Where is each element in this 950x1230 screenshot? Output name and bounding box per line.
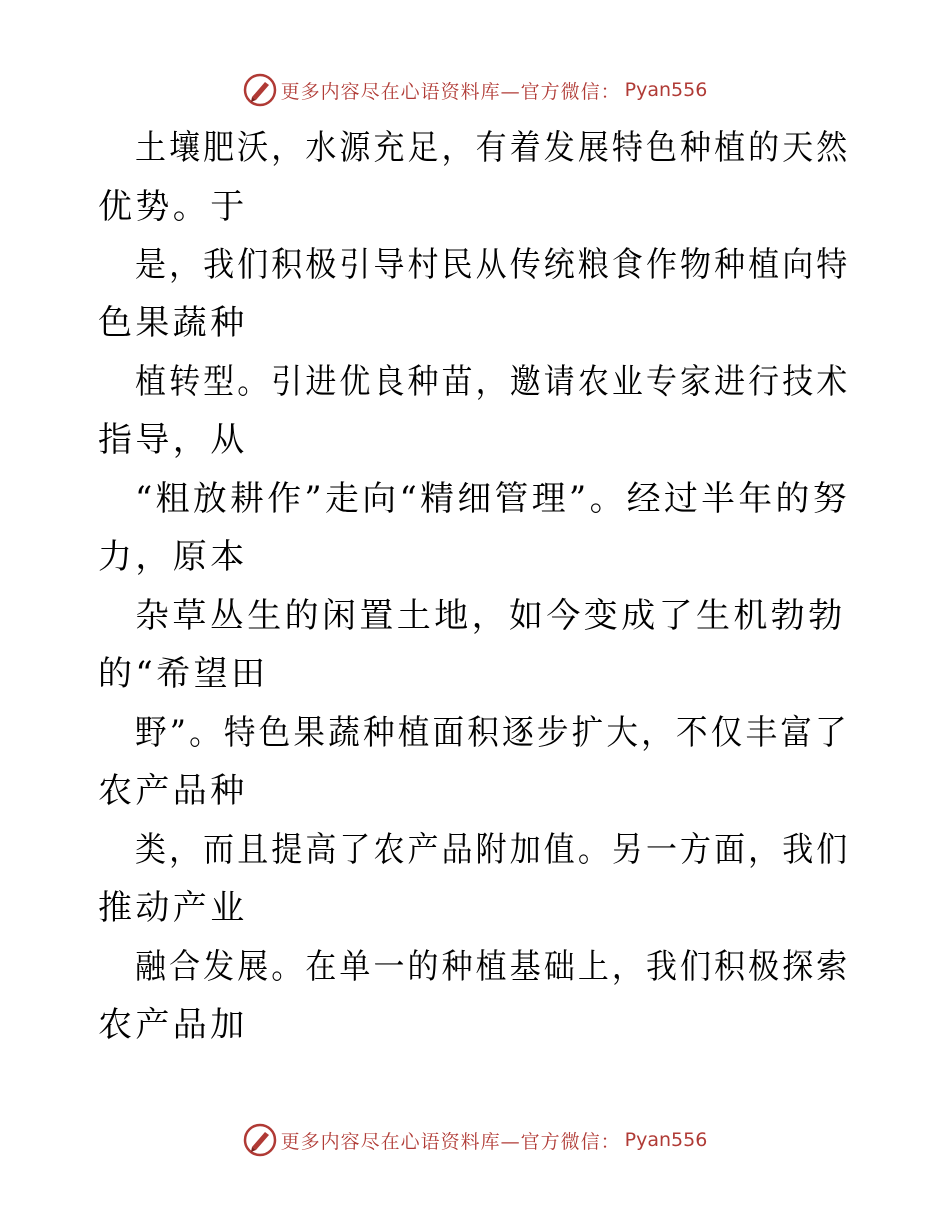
body-line: 推动产业 xyxy=(98,888,248,928)
body-line: 植转型。引进优良种苗，邀请农业专家进行技术 xyxy=(135,362,851,402)
body-line: 力，原本 xyxy=(98,537,248,577)
body-line: 的“希望田 xyxy=(98,654,269,694)
body-line: 农产品加 xyxy=(98,1005,248,1045)
banner-wechat-id: Pyan556 xyxy=(624,79,708,101)
body-line: “粗放耕作”走向“精细管理”。经过半年的努 xyxy=(135,479,850,519)
pen-logo-icon xyxy=(243,73,277,107)
footer-banner xyxy=(0,1122,950,1158)
body-line: 类，而且提高了农产品附加值。另一方面，我们 xyxy=(135,830,851,870)
body-line: 野”。特色果蔬种植面积逐步扩大，不仅丰富了 xyxy=(135,713,850,753)
banner-wechat-id: Pyan556 xyxy=(624,1129,708,1151)
body-line: 杂草丛生的闲置土地，如今变成了生机勃勃 xyxy=(135,596,846,636)
body-line: 土壤肥沃，水源充足，有着发展特色种植的天然 xyxy=(135,128,851,168)
body-line: 色果蔬种 xyxy=(98,303,248,343)
banner-text: 更多内容尽在心语资料库—官方微信： xyxy=(280,1130,621,1153)
pen-logo-icon xyxy=(243,1123,277,1157)
header-banner xyxy=(0,72,950,108)
body-line: 农产品种 xyxy=(98,771,248,811)
body-line: 融合发展。在单一的种植基础上，我们积极探索 xyxy=(135,947,851,987)
banner-text: 更多内容尽在心语资料库—官方微信： xyxy=(280,80,621,103)
body-line: 优势。于 xyxy=(98,187,248,227)
body-line: 是，我们积极引导村民从传统粮食作物种植向特 xyxy=(135,245,851,285)
body-line: 指导，从 xyxy=(98,420,248,460)
